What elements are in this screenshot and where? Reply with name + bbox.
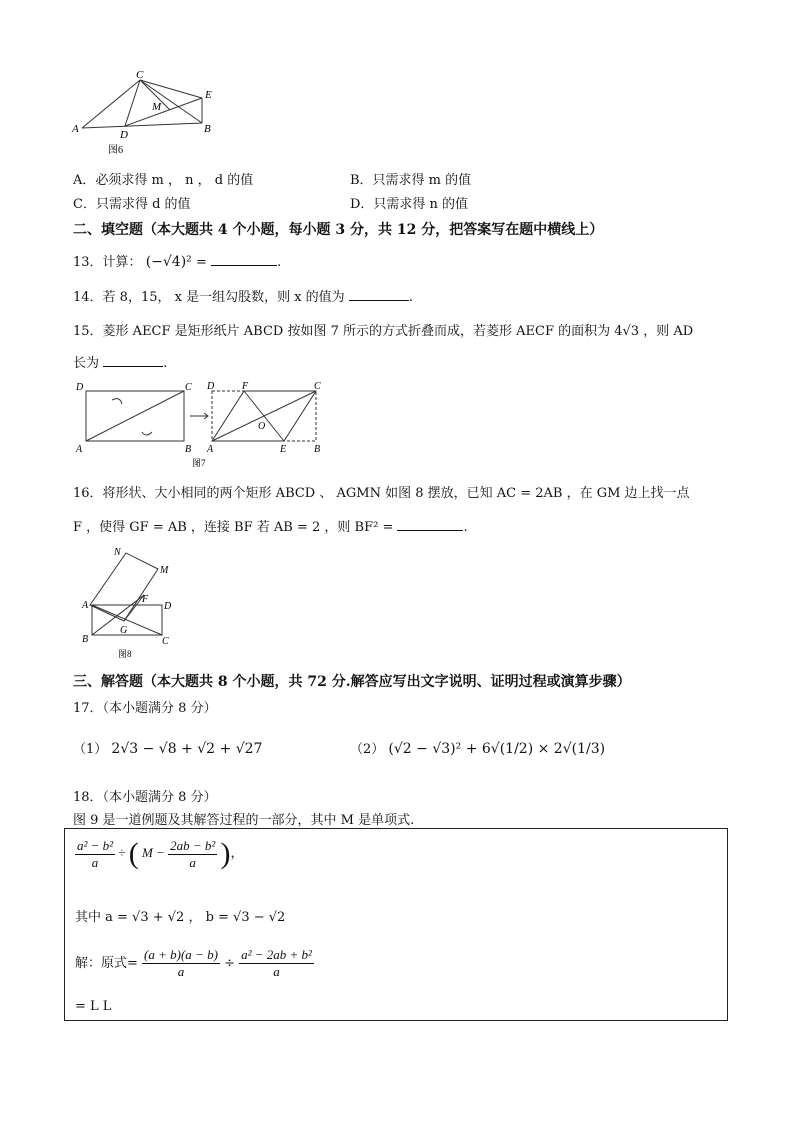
solution-prefix: 解：原式= — [75, 956, 138, 971]
question-15-line2 — [73, 352, 167, 371]
q13-eq: = — [195, 255, 207, 270]
question-14 — [73, 286, 413, 305]
q13-answer-blank[interactable] — [211, 253, 277, 266]
example-where: 其中 a = √3 + √2 ， b = √3 − √2 — [75, 910, 286, 925]
q13-expr: (−√4)² — [145, 254, 192, 270]
q12-option-d: D．只需求得 n 的值 — [350, 197, 469, 212]
solution-den-2: a — [273, 964, 280, 979]
fig8-label-d: D — [164, 601, 172, 612]
fig7-right-c: C — [314, 381, 321, 392]
fig6-caption: 图6 — [108, 145, 123, 156]
solution-num-1: (a + b)(a − b) — [144, 947, 218, 962]
paren-m: M − — [141, 844, 165, 860]
fig8-label-g: G — [120, 625, 128, 636]
q13-suffix: . — [276, 255, 282, 270]
section-3-heading: 三、解答题（本大题共 8 个小题，共 72 分.解答应写出文字说明、证明过程或演算步骤） — [73, 674, 631, 690]
fig8-label-n: N — [114, 547, 121, 558]
fig6-label-d: D — [120, 129, 128, 141]
q17-part1-expr: 2√3 − √8 + √2 + √27 — [111, 741, 263, 757]
fig7-right-o: O — [258, 421, 266, 432]
fig7-right-f: F — [242, 381, 249, 392]
solution-divide: ÷ — [224, 956, 235, 971]
fig7-left-a: A — [76, 444, 83, 455]
q14-text: 14．若 8，15， x 是一组勾股数，则 x 的值为 — [73, 290, 345, 305]
expr-denominator: a — [91, 854, 99, 870]
expr-divide: ÷ — [118, 844, 126, 860]
figure-9-example-box — [64, 828, 728, 1021]
expr-fraction — [75, 838, 115, 871]
q17-part1 — [73, 738, 262, 757]
example-solution — [75, 947, 314, 980]
q12-option-c: C．只需求得 d 的值 — [73, 197, 191, 212]
section-2-heading: 二、填空题（本大题共 4 个小题，每小题 3 分，共 12 分，把答案写在题中横线上） — [73, 222, 604, 238]
fig7-left-c: C — [185, 382, 192, 393]
q16-line2-text: F ，使得 GF = AB ，连接 BF 若 AB = 2 ，则 BF² = — [73, 520, 394, 535]
fig6-label-a: A — [72, 123, 79, 135]
q15-suffix: . — [163, 356, 168, 371]
figure-8 — [80, 545, 180, 660]
q16-suffix: . — [463, 520, 468, 535]
fig8-label-c: C — [162, 636, 169, 647]
q17-part2 — [350, 738, 605, 757]
solution-num-2: a² − 2ab + b² — [241, 947, 312, 962]
fig7-right-e: E — [280, 444, 287, 455]
q17-part2-label: （2） — [350, 742, 385, 757]
q13-prefix: 13．计算： — [73, 255, 142, 270]
solution-fraction-2 — [239, 947, 314, 980]
fig8-label-m: M — [160, 565, 169, 576]
fig7-right-d: D — [207, 381, 215, 392]
fig8-label-f: F — [142, 594, 149, 605]
fig8-label-b: B — [82, 634, 89, 645]
solution-last-line: = L L — [75, 999, 112, 1014]
solution-den-1: a — [177, 964, 185, 979]
fig6-label-c: C — [136, 69, 144, 81]
question-16-line2 — [73, 516, 468, 535]
q17-part1-label: （1） — [73, 742, 108, 757]
fig7-right-b: B — [314, 444, 321, 455]
question-17-title: 17．（本小题满分 8 分） — [73, 701, 217, 716]
fig8-caption: 图8 — [118, 649, 132, 659]
question-16-line1: 16．将形状、大小相同的两个矩形 ABCD 、 AGMN 如图 8 摆放，已知 AC = 2AB ，在 GM 边上找一点 — [73, 486, 690, 501]
q12-option-a: A．必须求得 m ， n ， d 的值 — [73, 173, 254, 188]
expr-trailing: ， — [230, 844, 244, 860]
solution-fraction-1 — [142, 947, 220, 980]
question-18-intro: 图 9 是一道例题及其解答过程的一部分，其中 M 是单项式. — [73, 813, 415, 828]
q16-answer-blank[interactable] — [397, 518, 463, 531]
fig6-label-m: M — [152, 101, 162, 113]
fig7-caption: 图7 — [192, 458, 206, 468]
figure-6 — [70, 68, 230, 160]
paren-numerator: 2ab − b² — [170, 837, 216, 853]
fig7-left-d: D — [76, 382, 84, 393]
q17-part2-expr: (√2 − √3)² + 6√(1/2) × 2√(1/3) — [388, 741, 606, 757]
paren-close: ) — [220, 837, 231, 870]
fig8-label-a: A — [82, 600, 89, 611]
q15-answer-blank[interactable] — [103, 354, 163, 367]
question-13 — [73, 251, 281, 270]
paren-fraction — [168, 838, 217, 871]
fig6-label-b: B — [204, 123, 211, 135]
q14-answer-blank[interactable] — [349, 288, 409, 301]
expr-numerator: a² − b² — [77, 837, 114, 853]
fig7-left-b: B — [185, 444, 192, 455]
q14-suffix: . — [408, 290, 413, 305]
fig6-label-e: E — [205, 89, 212, 101]
question-15-line1: 15．菱形 AECF 是矩形纸片 ABCD 按如图 7 所示的方式折叠而成，若菱形 AECF 的面积为 4√3 ，则 AD — [73, 324, 694, 339]
q15-line2-text: 长为 — [73, 356, 100, 371]
figure-7 — [72, 380, 332, 470]
fig7-right-a: A — [207, 444, 214, 455]
paren-denominator: a — [189, 854, 196, 870]
paren-open: ( — [128, 837, 139, 870]
example-expression — [75, 837, 244, 871]
question-18-title: 18．（本小题满分 8 分） — [73, 790, 217, 805]
q12-option-b: B．只需求得 m 的值 — [350, 173, 472, 188]
